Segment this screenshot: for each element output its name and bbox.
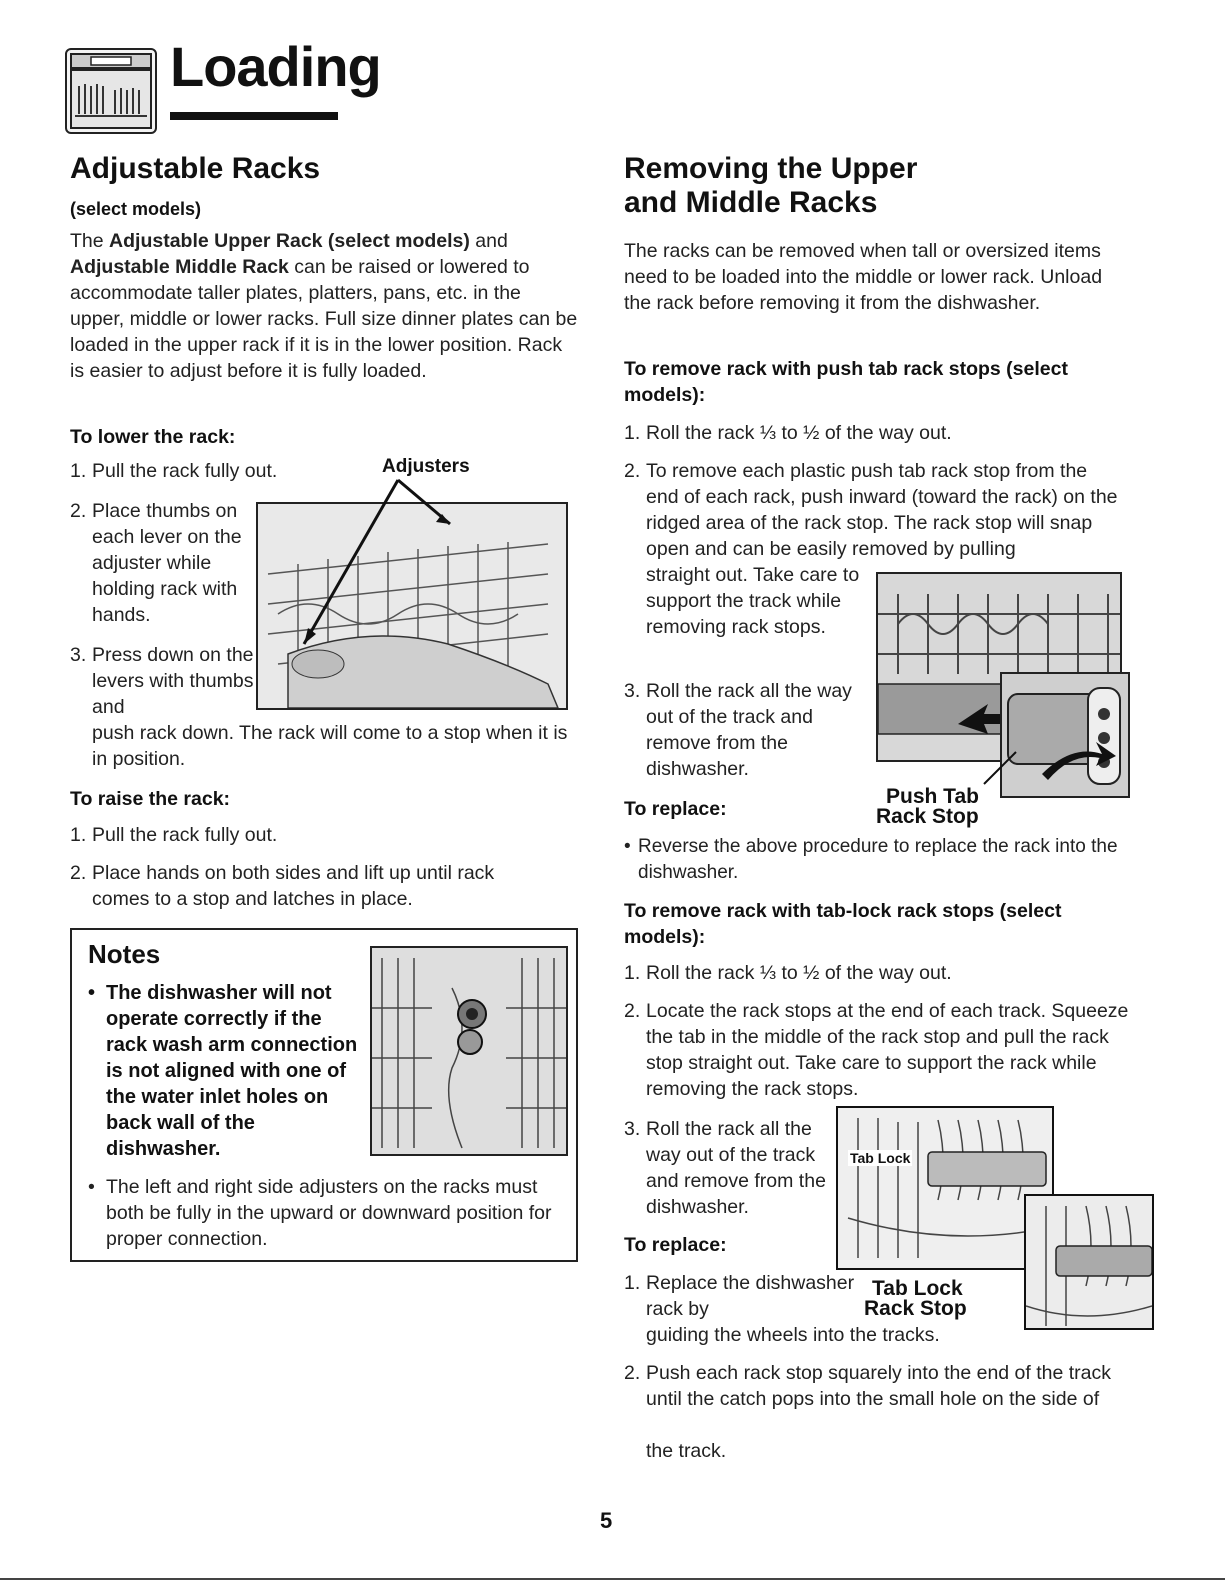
push-tab-pointer-line: [980, 748, 1020, 788]
lower-step-1: 1. Pull the rack fully out.: [70, 460, 278, 482]
notes-bullet-1: • The dishwasher will not operate correctly if the rack wash arm connection is not aligned with one of the water inlet holes on back wall of the dishwasher.: [88, 982, 358, 1160]
adjustable-racks-subtitle: (select models): [70, 199, 202, 219]
notes-title: Notes: [88, 939, 161, 969]
page-title: Loading: [170, 35, 381, 98]
page-bottom-rule: [0, 1578, 1225, 1580]
lower-step-3-cont: push rack down. The rack will come to a stop when it is in position.: [92, 722, 568, 770]
raise-step-2: 2. Place hands on both sides and lift up until rack comes to a stop and latches in place.: [70, 862, 495, 910]
tablock-step-2: 2. Locate the rack stops at the end of each track. Squeeze the tab in the middle of the rack stop and pull the rack stop straight out. Take care to support the rack while removing the rack stops.: [624, 1000, 1129, 1100]
adjustable-racks-intro: The Adjustable Upper Rack (select models) and Adjustable Middle Rack can be raised or lowered to accommodate taller plates, platters, pans, etc. in the upper, middle or lower racks. Full size dinner plates can be loaded in the upper rack if it is in the lower position. Rack is easier to adjust before it is fully loaded.: [70, 230, 578, 382]
tab-lock-label-2: Rack Stop: [864, 1297, 967, 1320]
page-number: 5: [600, 1508, 613, 1533]
push-step-2: 2. To remove each plastic push tab rack stop from the end of each rack, push inward (toward the rack) on the ridged area of the rack stop. The rack stop will snap open and can be easily removed by pulling: [624, 460, 1118, 560]
push-step-2-cont: straight out. Take care to support the track while removing rack stops.: [646, 564, 860, 638]
removing-racks-heading-1: Removing the Upper: [624, 152, 918, 185]
replace-heading-2: To replace:: [624, 1234, 727, 1256]
notes-bullet-2: • The left and right side adjusters on the racks must both be fully in the upward or downward position for proper connection.: [88, 1176, 552, 1250]
adjustable-racks-heading: Adjustable Racks: [70, 152, 321, 185]
lower-step-2: 2. Place thumbs on each lever on the adjuster while holding rack with hands.: [70, 500, 242, 626]
push-tab-heading: To remove rack with push tab rack stops (select models):: [624, 358, 1068, 406]
wash-arm-photo: [370, 946, 568, 1156]
lower-rack-heading: To lower the rack:: [70, 426, 236, 448]
tablock-step-3: 3. Roll the rack all the way out of the track and remove from the dishwasher.: [624, 1118, 826, 1218]
raise-rack-heading: To raise the rack:: [70, 788, 231, 810]
adjusters-pointer-lines: [290, 476, 460, 656]
notes-box: [70, 928, 578, 1262]
tab-lock-heading: To remove rack with tab-lock rack stops (select models):: [624, 900, 1062, 948]
lower-step-3: 3. Press down on the levers with thumbs and: [70, 644, 254, 718]
push-step-1: 1. Roll the rack ⅓ to ½ of the way out.: [624, 422, 952, 444]
replace-heading-1: To replace:: [624, 798, 727, 820]
replace-step-2: 2. Push each rack stop squarely into the end of the track until the catch pops into the small hole on the side of: [624, 1362, 1112, 1410]
removing-racks-intro: The racks can be removed when tall or oversized items need to be loaded into the middle or lower rack. Unload the rack before removing it from the dishwasher.: [624, 240, 1103, 314]
tablock-step-1: 1. Roll the rack ⅓ to ½ of the way out.: [624, 962, 952, 984]
replace-step-1: 1. Replace the dishwasher rack by: [624, 1272, 855, 1320]
push-step-3: 3. Roll the rack all the way out of the track and remove from the dishwasher.: [624, 680, 852, 780]
tab-lock-photo: [836, 1106, 1054, 1270]
push-tab-label-2: Rack Stop: [876, 805, 979, 828]
replace-step-1-cont: guiding the wheels into the tracks.: [646, 1324, 940, 1346]
removing-racks-heading-2: and Middle Racks: [624, 186, 878, 219]
replace-bullet: • Reverse the above procedure to replace the rack into the dishwasher.: [624, 836, 1118, 883]
tab-lock-label-1: Tab Lock: [872, 1277, 963, 1300]
tab-lock-detail-photo: [1024, 1194, 1154, 1330]
replace-step-2-cont: the track.: [646, 1440, 727, 1462]
adjusters-label: Adjusters: [382, 456, 470, 477]
push-tab-label-1: Push Tab: [886, 785, 979, 808]
title-underline: [170, 112, 338, 120]
dishwasher-icon: [65, 48, 157, 134]
raise-step-1: 1. Pull the rack fully out.: [70, 824, 278, 846]
tab-lock-inline-label: Tab Lock: [850, 1150, 911, 1166]
